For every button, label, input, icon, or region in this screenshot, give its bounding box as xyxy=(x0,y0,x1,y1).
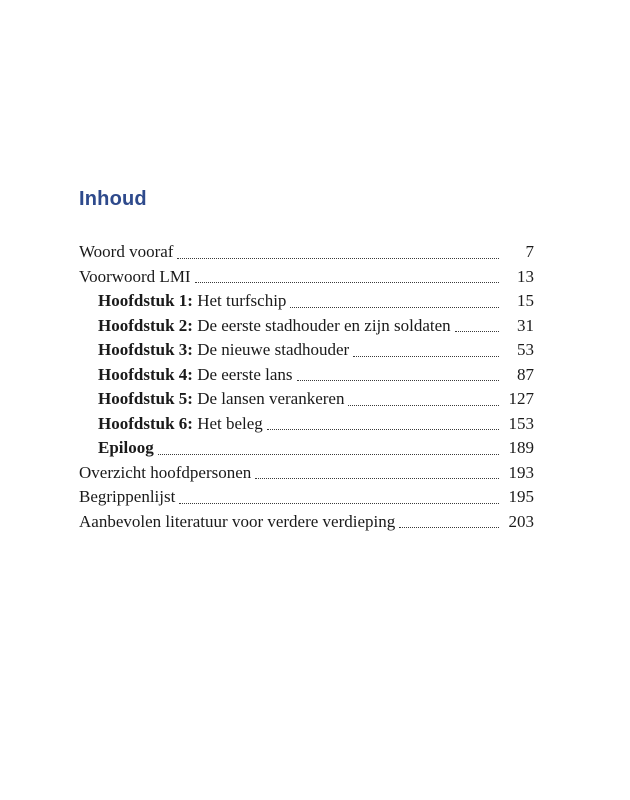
toc-entry-woord-vooraf[interactable] xyxy=(79,240,534,265)
toc-entry-label xyxy=(98,436,154,461)
dot-leader xyxy=(267,428,499,430)
toc-entry-label xyxy=(98,314,451,339)
toc-entry-label xyxy=(98,289,286,314)
chapter-title: De nieuwe stadhouder xyxy=(197,340,350,359)
toc-page-number: 127 xyxy=(508,389,534,408)
chapter-prefix: Epiloog xyxy=(98,438,154,457)
toc-page-number: 153 xyxy=(508,413,534,433)
toc-entry-label xyxy=(98,412,263,437)
chapter-title: De eerste stadhouder en zijn soldaten xyxy=(197,315,451,335)
toc-entry-label: Begrippenlijst xyxy=(79,487,176,506)
chapter-prefix: Hoofdstuk 2: xyxy=(98,315,193,335)
dot-leader xyxy=(195,281,499,283)
toc-entry-chapter-5[interactable] xyxy=(98,387,534,412)
chapter-prefix: Hoofdstuk 1: xyxy=(98,291,193,310)
toc-group-back-matter xyxy=(79,461,534,535)
toc-entry-label: Woord vooraf xyxy=(79,242,174,261)
toc-entry-label xyxy=(98,363,293,388)
toc-page-number: 31 xyxy=(517,315,534,335)
toc-entry-chapter-3[interactable] xyxy=(98,338,534,363)
dot-leader xyxy=(353,355,499,357)
toc-group-chapters xyxy=(79,289,534,461)
toc-entry-label: Voorwoord LMI xyxy=(79,266,191,286)
toc-page-number: 53 xyxy=(517,340,534,359)
toc-entry-label xyxy=(98,338,349,363)
chapter-title: De lansen verankeren xyxy=(197,389,345,408)
chapter-title: Het beleg xyxy=(197,413,263,433)
toc-group-front-matter xyxy=(79,240,534,289)
dot-leader xyxy=(179,502,499,504)
toc-page-number: 15 xyxy=(517,291,534,310)
toc-entry-begrippenlijst[interactable] xyxy=(79,485,534,510)
toc-page-number: 193 xyxy=(508,462,534,482)
dot-leader xyxy=(455,330,499,332)
toc-entry-overzicht-hoofdpersonen[interactable] xyxy=(79,461,534,486)
toc-page-number: 87 xyxy=(517,364,534,384)
toc-entry-label xyxy=(98,387,344,412)
chapter-prefix: Hoofdstuk 6: xyxy=(98,413,193,433)
toc-entry-chapter-6[interactable] xyxy=(98,412,534,437)
toc-entry-chapter-1[interactable] xyxy=(98,289,534,314)
chapter-title: Het turfschip xyxy=(197,291,287,310)
toc-entry-voorwoord-lmi[interactable] xyxy=(79,265,534,290)
toc-entry-label: Aanbevolen literatuur voor verdere verdieping xyxy=(79,511,396,531)
toc-page-number: 203 xyxy=(508,511,534,531)
table-of-contents xyxy=(79,240,534,534)
toc-entry-chapter-2[interactable] xyxy=(98,314,534,339)
page-title: Inhoud xyxy=(79,188,147,210)
dot-leader xyxy=(399,526,499,528)
toc-entry-label: Overzicht hoofdpersonen xyxy=(79,462,252,482)
chapter-prefix: Hoofdstuk 3: xyxy=(98,340,193,359)
toc-page-number: 189 xyxy=(508,438,534,457)
dot-leader xyxy=(297,379,499,381)
dot-leader xyxy=(177,257,499,259)
chapter-prefix: Hoofdstuk 4: xyxy=(98,364,193,384)
toc-page-number: 13 xyxy=(517,266,534,286)
toc-page-number: 7 xyxy=(525,242,534,261)
dot-leader xyxy=(255,477,499,479)
toc-page-number: 195 xyxy=(508,487,534,506)
toc-entry-epiloog[interactable] xyxy=(98,436,534,461)
dot-leader xyxy=(158,453,499,455)
chapter-prefix: Hoofdstuk 5: xyxy=(98,389,193,408)
toc-entry-chapter-4[interactable] xyxy=(98,363,534,388)
chapter-title: De eerste lans xyxy=(197,364,293,384)
toc-entry-aanbevolen-literatuur[interactable] xyxy=(79,510,534,535)
dot-leader xyxy=(290,306,499,308)
dot-leader xyxy=(348,404,499,406)
